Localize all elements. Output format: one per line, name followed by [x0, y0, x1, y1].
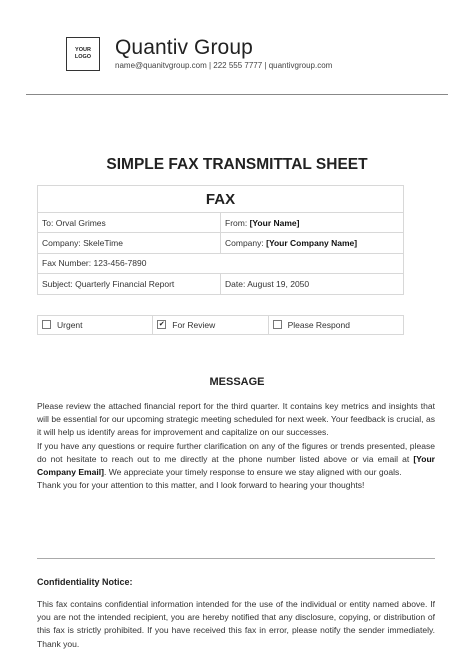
message-p2-text: If you have any questions or require further clarification on any of the figures or trends presented, please do not hesitate to reach out to me directly at the phone number listed above or via email at — [37, 440, 435, 464]
to-label: To: — [42, 217, 56, 228]
logo-line-2: LOGO — [74, 54, 92, 60]
message-paragraph-3: Thank you for your attention to this matter, and I look forward to hearing your thoughts! — [37, 480, 365, 491]
from-cell — [221, 213, 404, 233]
to-cell — [38, 213, 221, 233]
date-cell — [221, 274, 404, 294]
header-divider — [26, 94, 448, 95]
document-title: SIMPLE FAX TRANSMITTAL SHEET — [106, 156, 368, 173]
checkbox-for-review-label: For Review — [172, 320, 216, 330]
from-label: From: — [225, 217, 250, 228]
to-company-label: Company: — [42, 238, 84, 249]
confidentiality-title: Confidentiality Notice: — [37, 577, 133, 587]
to-company-cell — [38, 233, 221, 253]
from-value: [Your Name] — [249, 217, 300, 228]
company-contact: name@quanitvgroup.com | 222 555 7777 | quantivgroup.com — [115, 61, 333, 70]
subject-cell — [38, 274, 221, 294]
message-p2-text-end: . We appreciate your timely response to ensure we stay aligned with our goals. — [103, 467, 402, 478]
company-email-placeholder: [Your Company Email] — [37, 453, 435, 478]
company-name: Quantiv Group — [115, 36, 253, 59]
message-body — [37, 400, 435, 492]
fax-number-cell — [38, 253, 404, 273]
message-paragraph-1: Please review the attached financial report for the third quarter. It contains key metrics and insights that will be essential for our upcoming strategic meeting scheduled for next week. Your feedback is crucial, as it will help us identify areas for improvement and capitalize on our successes. — [37, 401, 435, 438]
from-company-label: Company: — [225, 238, 267, 249]
priority-checkboxes — [37, 315, 404, 335]
checkbox-please-respond-box[interactable] — [273, 320, 282, 329]
subject-label: Subject: — [42, 278, 76, 289]
fax-number-value: 123-456-7890 — [93, 258, 147, 269]
date-value: August 19, 2050 — [247, 278, 310, 289]
confidentiality-body: This fax contains confidential information intended for the use of the individual or entity named above. If you are not the intended recipient, you are hereby notified that any disclosure, copying, or distribution of this fax is strictly prohibited. If you have received this fax in error, please notify the sender immediately. Thank you. — [37, 599, 435, 649]
subject-value: Quarterly Financial Report — [75, 278, 175, 289]
fax-number-label: Fax Number: — [42, 258, 94, 269]
section-divider — [37, 558, 435, 559]
date-label: Date: — [225, 278, 248, 289]
message-title: MESSAGE — [209, 376, 265, 388]
checkbox-urgent-box[interactable] — [42, 320, 51, 329]
message-paragraph-2 — [37, 440, 435, 480]
logo-line-1: YOUR — [75, 47, 91, 53]
checkbox-urgent[interactable] — [38, 316, 153, 335]
from-company-cell — [221, 233, 404, 253]
checkbox-please-respond[interactable] — [268, 316, 403, 335]
to-value: Orval Grimes — [55, 217, 106, 228]
fax-details-table — [37, 185, 404, 295]
to-company-value: SkeleTime — [83, 238, 123, 249]
checkbox-for-review[interactable] — [153, 316, 268, 335]
checkbox-urgent-label: Urgent — [57, 320, 83, 330]
fax-heading: FAX — [38, 186, 404, 213]
checkbox-please-respond-label: Please Respond — [287, 320, 350, 330]
checkbox-for-review-box[interactable] — [157, 320, 166, 329]
from-company-value: [Your Company Name] — [266, 238, 358, 249]
logo-placeholder — [66, 37, 100, 71]
